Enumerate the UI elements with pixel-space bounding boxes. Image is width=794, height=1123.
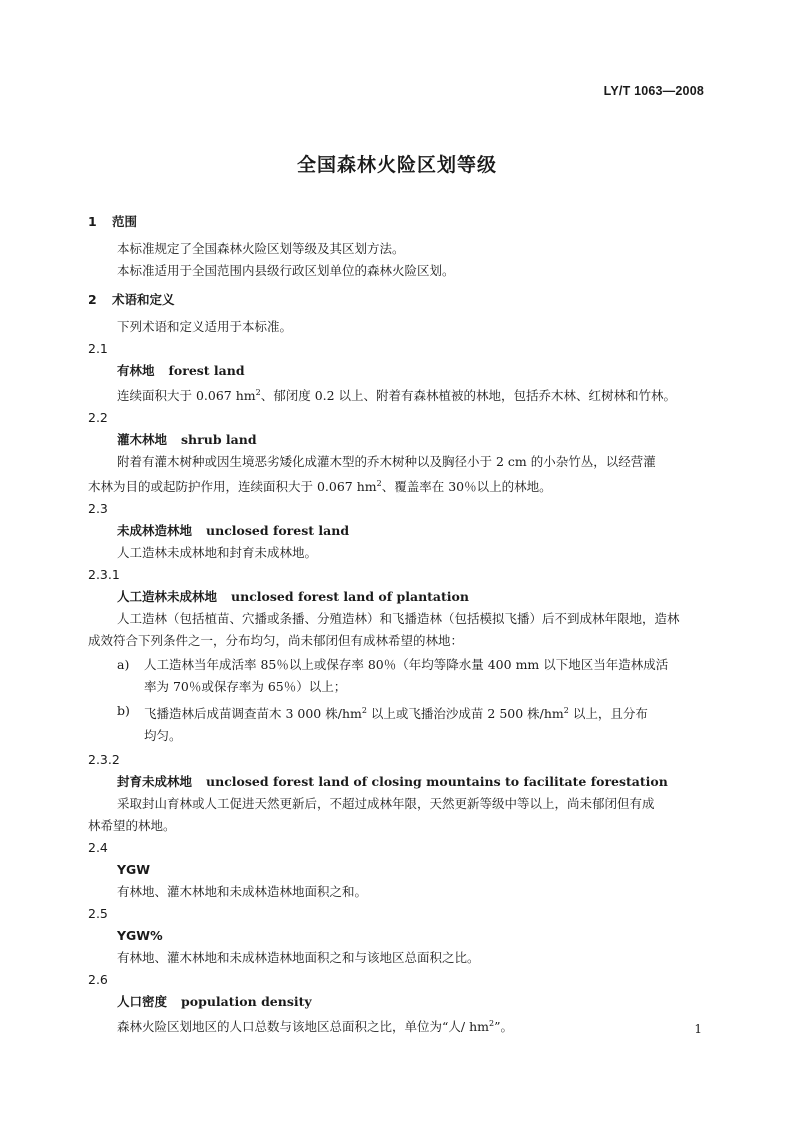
term-heading: 灌木林地 shrub land bbox=[117, 432, 257, 448]
clause-number: 2.6 bbox=[88, 972, 108, 988]
list-item-b: b) 飞播造林后成苗调查苗木 3 000 株$/hm^2$ 以上或飞播治沙成苗 2 500 株$/hm^2$ 以上，且分布 均匀。 bbox=[117, 703, 648, 744]
clause-number: 2.3 bbox=[88, 501, 108, 517]
clause-number: 2.2 bbox=[88, 410, 108, 426]
clause-number: 2.3.1 bbox=[88, 567, 120, 583]
page-number: 1 bbox=[694, 1022, 702, 1036]
term-definition-continued: 木林为目的或起防护作用，连续面积大于 0.067 $hm^2$、覆盖率在 30％以上的林地。 bbox=[88, 479, 552, 495]
clause-number: 2.4 bbox=[88, 840, 108, 856]
list-item-a: a) 人工造林当年成活率 85％以上或保存率 80％（年均等降水量 400 mm 以下地区当年造林成活 率为 70％或保存率为 65％）以上； bbox=[117, 657, 669, 695]
term-definition-continued: 成效符合下列条件之一，分布均匀，尚未郁闭但有成林希望的林地： bbox=[88, 633, 464, 649]
term-definition: 人工造林（包括植苗、穴播或条播、分殖造林）和飞播造林（包括模拟飞播）后不到成林年限地，造林 bbox=[117, 611, 680, 627]
term-definition: 连续面积大于 0.067 $hm^2$、郁闭度 0.2 以上、附着有森林植被的林地，包括乔木林、红树林和竹林。 bbox=[117, 388, 677, 404]
document-body bbox=[88, 212, 706, 1039]
term-heading: 有林地 forest land bbox=[117, 363, 245, 378]
terms-intro: 下列术语和定义适用于本标准。 bbox=[117, 319, 293, 334]
standard-code: LY/T 1063—2008 bbox=[603, 84, 704, 98]
document-title: 全国森林火险区划等级 bbox=[296, 154, 497, 176]
section-heading-terms: 2 术语和定义 bbox=[88, 292, 175, 307]
term-heading: 人口密度 population density bbox=[117, 994, 312, 1010]
clause-number: 2.3.2 bbox=[88, 752, 120, 768]
term-heading: 人工造林未成林地 unclosed forest land of plantation bbox=[117, 589, 469, 605]
term-heading: YGW% bbox=[117, 928, 163, 944]
scope-paragraph-1: 本标准规定了全国森林火险区划等级及其区划方法。 bbox=[117, 241, 405, 256]
term-definition: 森林火险区划地区的人口总数与该地区总面积之比，单位为“人/ $hm^2$”。 bbox=[117, 1019, 513, 1035]
term-heading: 封育未成林地 unclosed forest land of closing mountains to facilitate forestation bbox=[117, 774, 668, 790]
term-definition-continued: 林希望的林地。 bbox=[88, 818, 176, 834]
term-definition: 附着有灌木树种或因生境恶劣矮化成灌木型的乔木树种以及胸径小于 2 cm 的小杂竹丛，以经营灌 bbox=[117, 454, 656, 470]
section-heading-scope: 1 范围 bbox=[88, 214, 138, 229]
clause-number: 2.1 bbox=[88, 341, 108, 356]
term-heading: YGW bbox=[117, 862, 151, 878]
term-definition: 人工造林未成林地和封育未成林地。 bbox=[117, 545, 318, 561]
scope-paragraph-2: 本标准适用于全国范围内县级行政区划单位的森林火险区划。 bbox=[117, 263, 455, 278]
term-definition: 有林地、灌木林地和未成林造林地面积之和。 bbox=[117, 884, 368, 900]
clause-number: 2.5 bbox=[88, 906, 108, 922]
term-definition: 有林地、灌木林地和未成林造林地面积之和与该地区总面积之比。 bbox=[117, 950, 480, 966]
term-definition: 采取封山育林或人工促进天然更新后，不超过成林年限，天然更新等级中等以上，尚未郁闭但有成 bbox=[117, 796, 655, 812]
term-heading: 未成林造林地 unclosed forest land bbox=[117, 523, 350, 539]
